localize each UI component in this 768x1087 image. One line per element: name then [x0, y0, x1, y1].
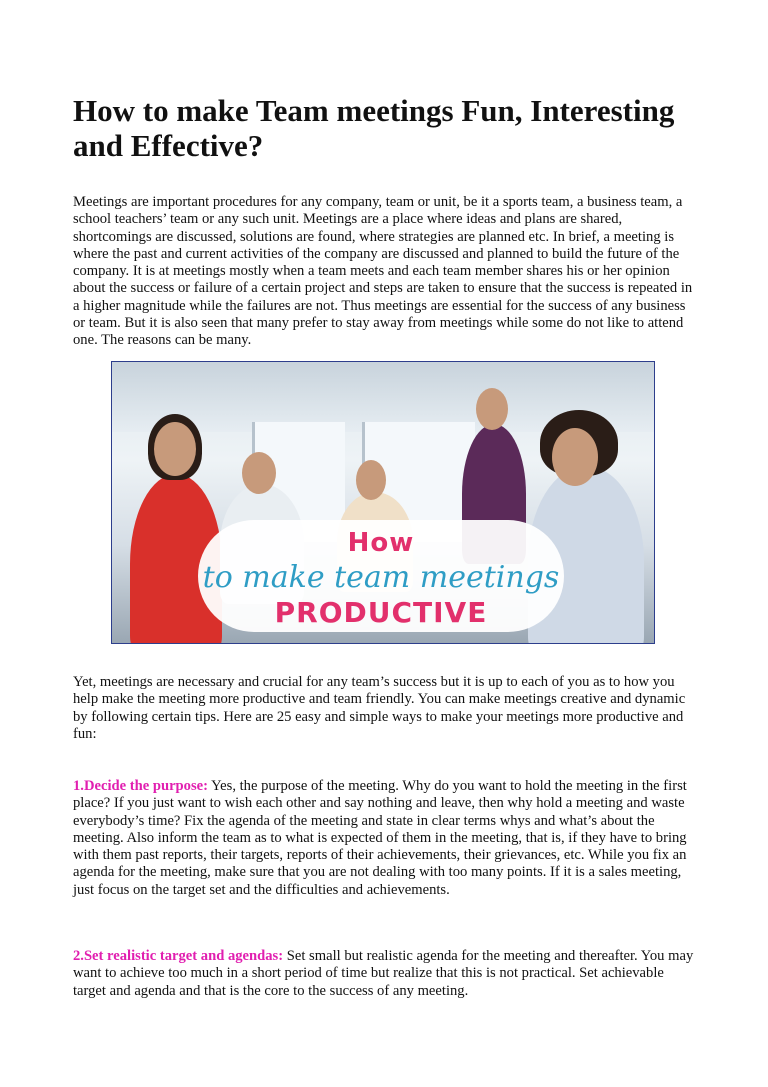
person-face [356, 460, 386, 500]
page-title: How to make Team meetings Fun, Interesting and Effective? [73, 93, 675, 163]
tip-2-heading: 2.Set realistic target and agendas: [73, 948, 284, 964]
tip-1-text: Yes, the purpose of the meeting. Why do you want to hold the meeting in the first place? If you just want to wish each other and say nothing and leave, then why hold a meeting and waste everybody’s time? Fix the agenda of the meeting and state in clear terms whys and what’s about the meeting. Also inform the team as to what is expected of them in the meeting, that is, if they have to bring with them past reports, their targets, reports of their achievements, their grievances, etc. While you fix an agenda for the meeting, make sure that you are not dealing with too many points. If it is a sales meeting, just focus on the target set and the difficulties and achievements. [73, 778, 687, 898]
tip-1 [73, 778, 697, 899]
tip-2 [73, 948, 697, 1000]
person-face [476, 388, 508, 430]
meeting-image [111, 361, 655, 644]
banner-line-2: to make team meetings [202, 560, 560, 595]
intro-paragraph: Meetings are important procedures for any company, team or unit, be it a sports team, a business team, a school teachers’ team or any such unit. Meetings are a place where ideas and plans are shared, shortcomings are discussed, solutions are found, where strategies are planned etc. In brief, a meeting is where the past and current activities of the company are discussed and planned to build the future of the company. It is at meetings mostly when a team meets and each team member shares his or her opinion about the success or failure of a certain project and steps are taken to ensure that the success is repeated in a higher magnitude while the failures are not. Thus meetings are essential for the success of any business or team. But it is also seen that many prefer to stay away from meetings while some do not like to attend one. The reasons can be many. [73, 194, 693, 349]
person-face [552, 428, 598, 486]
image-banner [198, 520, 564, 632]
second-paragraph: Yet, meetings are necessary and crucial for any team’s success but it is up to each of you as to how you help make the meeting more productive and team friendly. You can make meetings creative and dynamic by following certain tips. Here are 25 easy and simple ways to make your meetings more productive and fun: [73, 674, 686, 742]
banner-line-1: How [347, 528, 415, 558]
tip-2-text: Set small but realistic agenda for the meeting and thereafter. You may want to achieve too much in a short period of time but realize that this is not practical. Set achievable target and agenda and that is the core to the success of any meeting. [73, 948, 694, 999]
person-face [242, 452, 276, 494]
person-face [154, 422, 196, 476]
tip-1-heading: 1.Decide the purpose: [73, 778, 208, 794]
banner-line-3: PRODUCTIVE [274, 596, 488, 629]
